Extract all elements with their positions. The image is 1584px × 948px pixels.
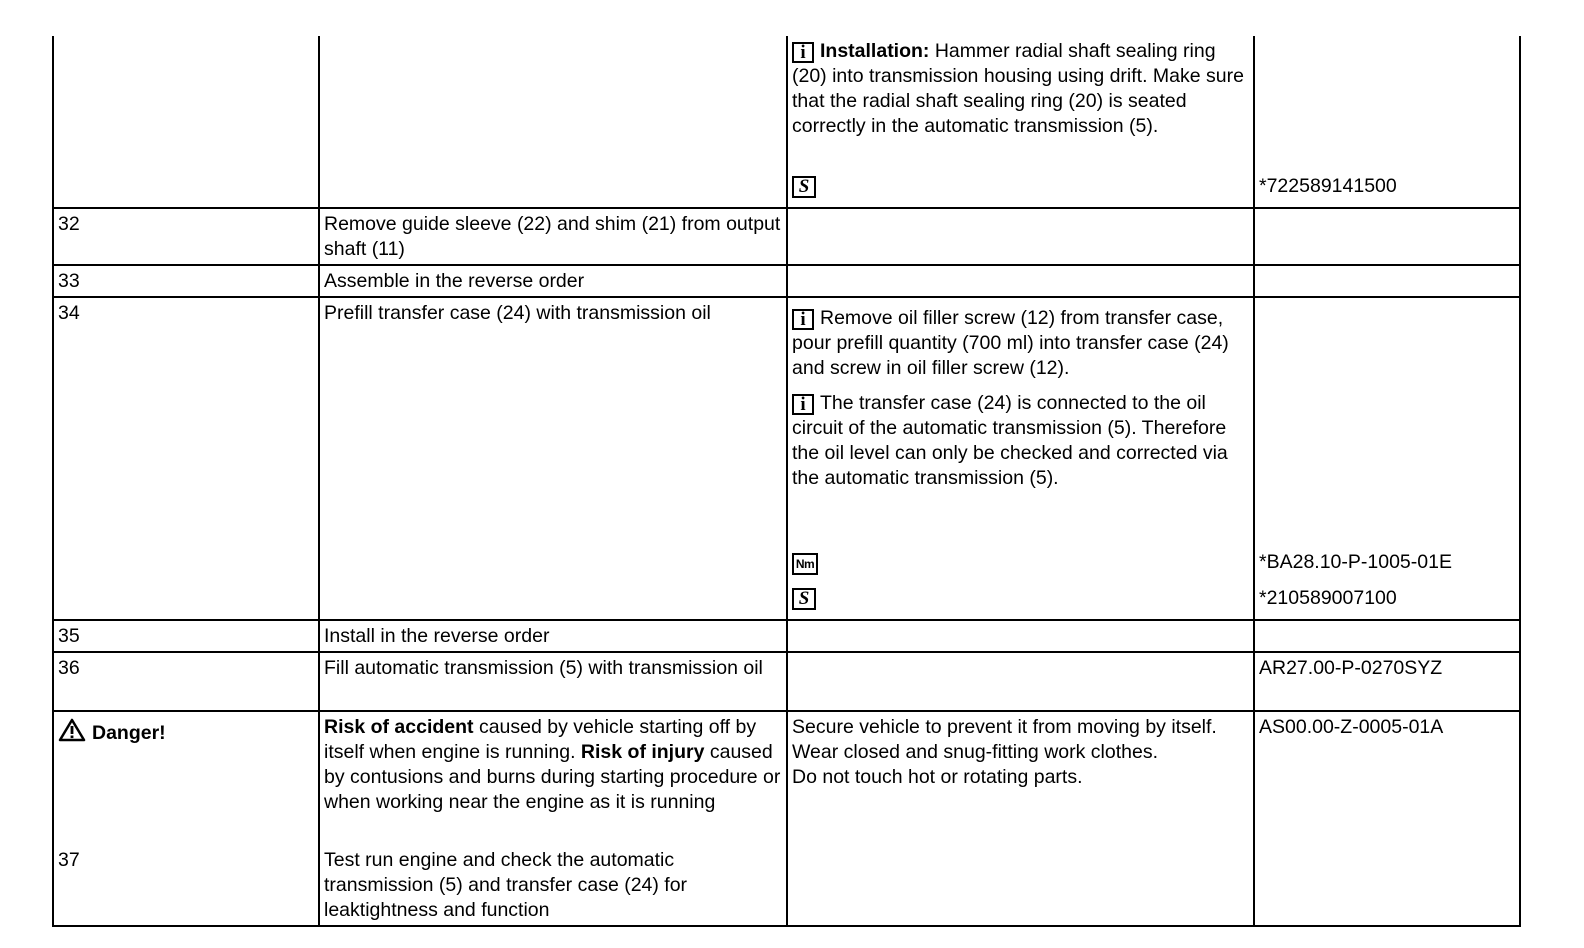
action-cell: Remove guide sleeve (22) and shim (21) from output shaft (11): [318, 209, 786, 264]
special-tool-icon: S: [792, 588, 816, 610]
reference-cell: [1253, 266, 1521, 296]
step-cell: 34: [52, 298, 318, 619]
reference-cell: [1253, 298, 1521, 619]
action-cell: [318, 36, 786, 207]
note-cell: [786, 209, 1253, 264]
reference-cell: AR27.00-P-0270SYZ: [1253, 653, 1521, 710]
reference-cell: AS00.00-Z-0005-01A: [1253, 712, 1521, 925]
installation-label: Installation:: [820, 40, 930, 62]
step-cell: 32: [52, 209, 318, 264]
step-cell: [52, 36, 318, 207]
table-row: [52, 712, 1521, 927]
installation-text: Hammer radial shaft sealing ring (20) into transmission housing using drift. Make sure that the radial shaft sealing ring (20) is seated correctly in the automatic transmission (5).: [792, 40, 1244, 137]
warning-triangle-icon: [58, 718, 86, 742]
step-cell: 36: [52, 653, 318, 710]
action-cell: [318, 712, 786, 925]
reference-cell: [1253, 36, 1521, 207]
tool-reference: *722589141500: [1259, 175, 1397, 197]
torque-nm-icon: Nm: [792, 553, 818, 575]
table-row: [52, 653, 1521, 712]
action-cell: Install in the reverse order: [318, 621, 786, 651]
table-row: [52, 621, 1521, 653]
note-text: The transfer case (24) is connected to the oil circuit of the automatic transmission (5). Therefore the oil level can only be checked and corrected via the automatic transmission (5).: [792, 392, 1228, 489]
risk-accident-text: caused by vehicle starting off by itself when engine is running.: [324, 716, 757, 763]
step-cell: [52, 712, 318, 925]
table-row: [52, 298, 1521, 621]
table-row: [52, 209, 1521, 266]
tool-reference: *210589007100: [1259, 587, 1397, 609]
risk-injury-text: caused by contusions and burns during starting procedure or when working near the engine as it is running: [324, 741, 781, 813]
safety-line: Wear closed and snug-fitting work clothes.: [792, 741, 1158, 763]
reference-cell: [1253, 621, 1521, 651]
risk-accident-label: Risk of accident: [324, 716, 474, 738]
info-icon: i: [792, 394, 814, 415]
step-number: 37: [58, 849, 80, 871]
info-icon: i: [792, 42, 814, 63]
note-cell: [786, 266, 1253, 296]
table-row: [52, 36, 1521, 209]
danger-label: Danger!: [92, 722, 166, 744]
torque-reference: *BA28.10-P-1005-01E: [1259, 551, 1452, 573]
note-cell: [786, 712, 1253, 925]
procedure-table: [52, 36, 1521, 927]
reference-cell: [1253, 209, 1521, 264]
note-cell: [786, 36, 1253, 207]
note-cell: [786, 298, 1253, 619]
step-cell: 35: [52, 621, 318, 651]
note-cell: [786, 653, 1253, 710]
safety-line: Secure vehicle to prevent it from moving by itself.: [792, 716, 1217, 738]
note-text: Remove oil filler screw (12) from transfer case, pour prefill quantity (700 ml) into transfer case (24) and screw in oil filler screw (12).: [792, 307, 1229, 379]
danger-text: [324, 715, 782, 815]
action-cell: Prefill transfer case (24) with transmission oil: [318, 298, 786, 619]
info-icon: i: [792, 309, 814, 330]
action-cell: Fill automatic transmission (5) with transmission oil: [318, 653, 786, 710]
safety-line: Do not touch hot or rotating parts.: [792, 766, 1083, 788]
risk-injury-label: Risk of injury: [580, 741, 705, 763]
step-cell: 33: [52, 266, 318, 296]
action-cell: Assemble in the reverse order: [318, 266, 786, 296]
special-tool-icon: S: [792, 176, 816, 198]
table-row: [52, 266, 1521, 298]
note-cell: [786, 621, 1253, 651]
step-action: Test run engine and check the automatic transmission (5) and transfer case (24) for leaktightness and function: [324, 849, 688, 921]
